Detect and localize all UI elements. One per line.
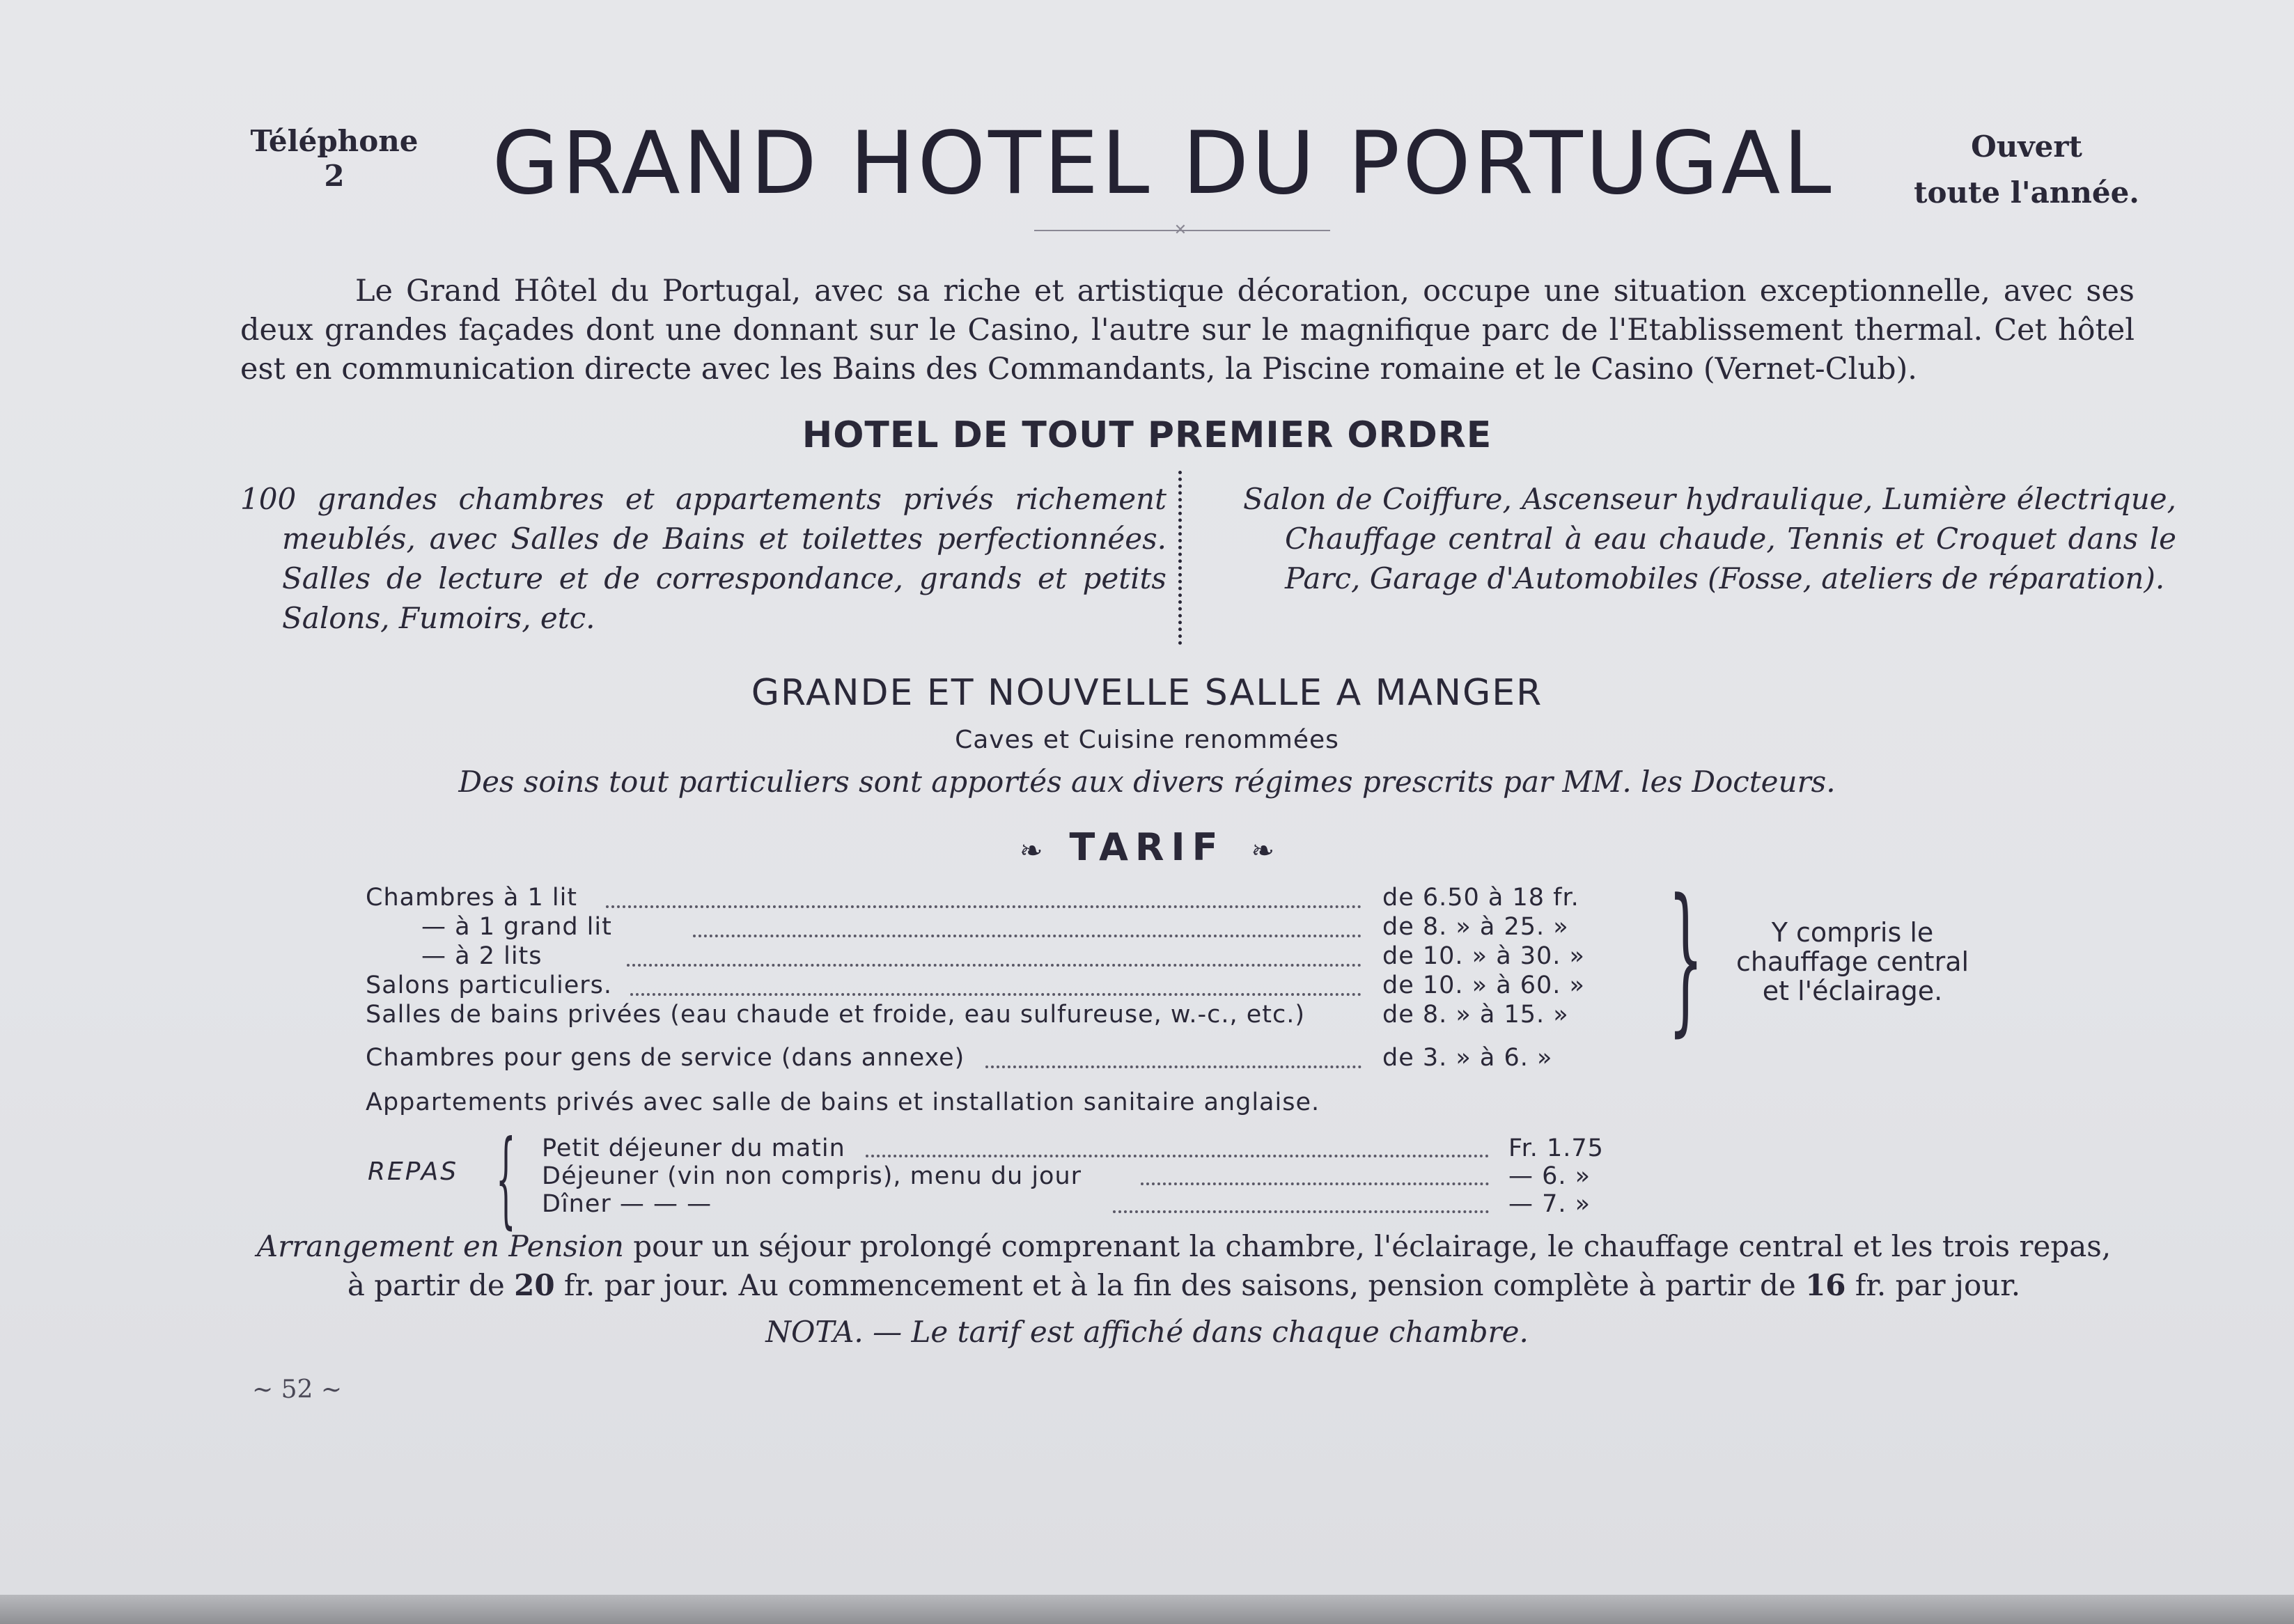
heading-dining-room: GRANDE ET NOUVELLE SALLE A MANGER bbox=[751, 672, 1543, 714]
leader-dots bbox=[627, 935, 1361, 967]
arrangement-text: fr. par jour. Au commencement et à la fin des saisons, pension complète à partir de bbox=[554, 1268, 1806, 1302]
leader-dots bbox=[630, 964, 1361, 996]
appartements-text: Appartements privés avec salle de bains et installation sanitaire anglaise. bbox=[366, 1088, 1320, 1116]
telephone-number: 2 bbox=[324, 159, 345, 193]
tariff-row-price: de 10. » à 30. » bbox=[1382, 942, 1585, 970]
repas-brace-icon: { bbox=[496, 1118, 516, 1240]
tariff-row-price: de 8. » à 25. » bbox=[1382, 913, 1569, 941]
tarif-heading bbox=[0, 825, 2294, 869]
tariff-row bbox=[366, 1000, 1661, 1029]
leader-dots bbox=[985, 1036, 1361, 1068]
diet-care-line: Des soins tout particuliers sont apportés aux divers régimes prescrits par MM. les Docteurs. bbox=[458, 765, 1836, 799]
heating-note bbox=[1706, 918, 1999, 1006]
opening-block bbox=[1894, 124, 2159, 216]
column-divider bbox=[1178, 471, 1182, 645]
amenities-left: 100 grandes chambres et appartements privés richement meublés, avec Salles de Bains et toilettes perfectionnées. Salles de lecture et de correspondance, grands et petits Salons, Fumoirs, etc. bbox=[240, 482, 1166, 635]
fleuron-right-icon: ❧ bbox=[1251, 835, 1275, 867]
tariff-row-price: de 6.50 à 18 fr. bbox=[1382, 884, 1579, 912]
page-bottom-edge bbox=[0, 1595, 2294, 1624]
telephone-label: Téléphone bbox=[250, 124, 419, 158]
tarif-title: TARIF bbox=[1069, 825, 1225, 869]
appartements-line bbox=[366, 1088, 1661, 1117]
meal-row-label: Déjeuner (vin non compris), menu du jour bbox=[542, 1162, 1082, 1190]
page-number-value: 52 bbox=[281, 1375, 313, 1404]
meal-row-price: — 7. » bbox=[1508, 1190, 1591, 1218]
tariff-row-price: de 10. » à 60. » bbox=[1382, 971, 1585, 999]
brace-icon: } bbox=[1668, 866, 1704, 1052]
leader-dots bbox=[693, 905, 1361, 937]
note-line: Y compris le bbox=[1771, 917, 1934, 948]
repas-label: REPAS bbox=[368, 1157, 459, 1186]
tariff-row-label: Salles de bains privées (eau chaude et froide, eau sulfureuse, w.-c., etc.) bbox=[366, 1001, 1305, 1029]
tariff-row-label: Chambres à 1 lit bbox=[366, 884, 578, 912]
meal-row bbox=[542, 1134, 1670, 1162]
pension-arrangement bbox=[251, 1227, 2117, 1305]
telephone-block bbox=[230, 124, 439, 194]
arrangement-price: 16 bbox=[1805, 1268, 1846, 1302]
hotel-title: GRAND HOTEL DU PORTUGAL bbox=[492, 114, 1834, 214]
tariff-row bbox=[366, 971, 1661, 1000]
arrangement-text: fr. par jour. bbox=[1846, 1268, 2021, 1302]
tariff-row-label: Chambres pour gens de service (dans annexe) bbox=[366, 1044, 965, 1072]
page-ornament-left-icon: ~ bbox=[252, 1375, 274, 1404]
leader-dots bbox=[606, 876, 1361, 908]
leader-dots bbox=[1141, 1155, 1489, 1185]
tariff-row bbox=[366, 1043, 1661, 1072]
note-line: chauffage central bbox=[1735, 946, 1969, 977]
meal-row-price: Fr. 1.75 bbox=[1508, 1134, 1604, 1162]
meal-row-label: Petit déjeuner du matin bbox=[542, 1134, 845, 1162]
heading-order: HOTEL DE TOUT PREMIER ORDRE bbox=[802, 414, 1492, 456]
cellars-line: Caves et Cuisine renommées bbox=[955, 726, 1339, 754]
meal-row-label: Dîner — — — bbox=[542, 1190, 712, 1218]
meal-row bbox=[542, 1189, 1670, 1217]
open-line-1: Ouvert bbox=[1971, 130, 2082, 164]
tariff-row-price: de 8. » à 15. » bbox=[1382, 1001, 1569, 1029]
fleuron-left-icon: ❧ bbox=[1019, 835, 1043, 867]
leader-dots bbox=[1113, 1182, 1489, 1213]
arrangement-italic: Arrangement en Pension bbox=[256, 1229, 624, 1263]
intro-paragraph: Le Grand Hôtel du Portugal, avec sa riche et artistique décoration, occupe une situation exceptionnelle, avec ses deux grandes façades dont une donnant sur le Casino, l'autre sur le magnifique parc de l'Etablissement thermal. Cet hôtel est en communication directe avec les Bains des Commandants, la Piscine romaine et le Casino (Vernet-Club). bbox=[240, 274, 2135, 387]
leader-dots bbox=[866, 1127, 1489, 1157]
meal-row bbox=[542, 1162, 1670, 1189]
amenities-right: Salon de Coiffure, Ascenseur hydraulique, Lumière électrique, Chauffage central à eau chaude, Tennis et Croquet dans le Parc, Garage d'Automobiles (Fosse, ateliers de réparation). bbox=[1243, 482, 2176, 595]
rule-ornament: ✕ bbox=[1173, 221, 1187, 239]
nota-line: NOTA. — Le tarif est affiché dans chaque chambre. bbox=[765, 1315, 1529, 1349]
page-number bbox=[252, 1375, 342, 1404]
arrangement-text: pour un séjour prolongé comprenant la chambre, l'éclairage, le chauffage central et les trois repas, à partir de bbox=[347, 1229, 2112, 1302]
arrangement-price: 20 bbox=[514, 1268, 555, 1302]
open-line-2: toute l'année. bbox=[1914, 175, 2139, 210]
note-line: et l'éclairage. bbox=[1762, 976, 1943, 1006]
tariff-row-price: de 3. » à 6. » bbox=[1382, 1044, 1553, 1072]
tariff-row-label: Salons particuliers. bbox=[366, 971, 613, 999]
tariff-row-label: — à 2 lits bbox=[421, 942, 543, 970]
tariff-row-label: — à 1 grand lit bbox=[421, 913, 612, 941]
meal-row-price: — 6. » bbox=[1508, 1162, 1591, 1190]
page-ornament-right-icon: ~ bbox=[320, 1375, 343, 1404]
